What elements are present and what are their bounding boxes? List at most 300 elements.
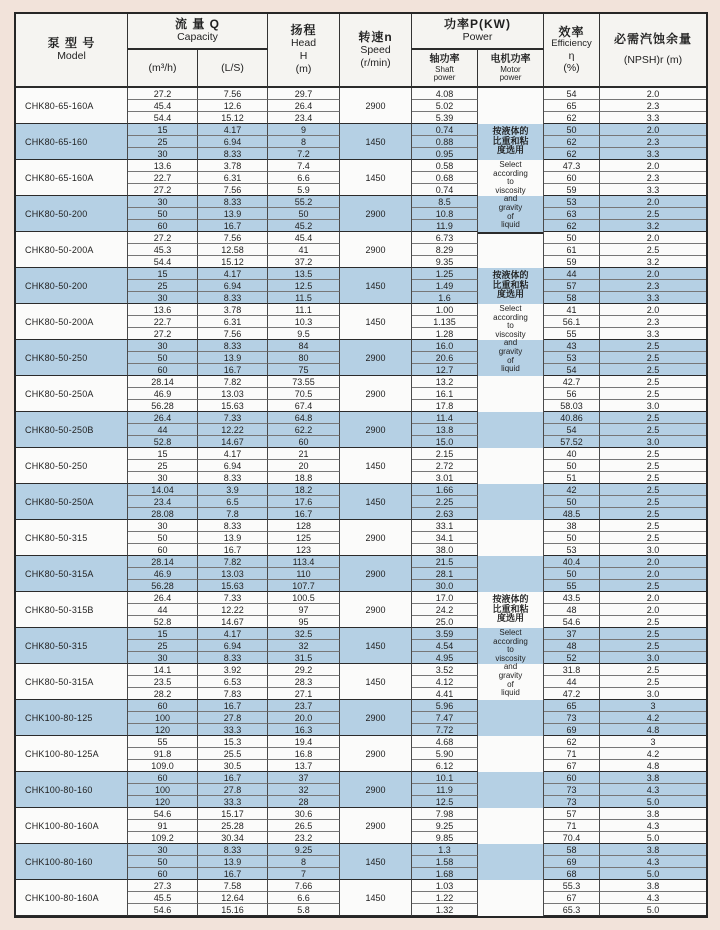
motor-band — [478, 376, 543, 412]
cell-npsh: 2.0 — [600, 160, 706, 172]
cell-npsh: 2.5 — [600, 532, 706, 544]
cell-shaft: 0.95 — [412, 148, 478, 160]
cell-eff: 67 — [544, 892, 600, 904]
cell-ls: 25.28 — [198, 820, 268, 832]
cell-ls: 15.12 — [198, 112, 268, 124]
cell-ls: 8.33 — [198, 520, 268, 532]
speed-cell: 2900 — [340, 340, 412, 376]
cell-eff: 47.2 — [544, 688, 600, 700]
cell-npsh: 2.0 — [600, 124, 706, 136]
cell-head: 45.2 — [268, 220, 340, 232]
cell-npsh: 2.0 — [600, 268, 706, 280]
cell-ls: 13.03 — [198, 388, 268, 400]
cell-npsh: 4.3 — [600, 784, 706, 796]
cell-head: 125 — [268, 532, 340, 544]
cell-ls: 16.7 — [198, 544, 268, 556]
cell-m3h: 15 — [128, 628, 198, 640]
cell-head: 7.4 — [268, 160, 340, 172]
cell-ls: 8.33 — [198, 652, 268, 664]
speed-cell: 1450 — [340, 880, 412, 916]
model-cell: CHK80-65-160A — [16, 160, 128, 196]
cell-npsh: 3 — [600, 700, 706, 712]
cell-ls: 7.83 — [198, 688, 268, 700]
model-cell: CHK80-50-250B — [16, 412, 128, 448]
cell-npsh: 3.3 — [600, 292, 706, 304]
model-cell: CHK80-65-160A — [16, 88, 128, 124]
cell-m3h: 100 — [128, 784, 198, 796]
cell-npsh: 2.0 — [600, 196, 706, 208]
cell-eff: 44 — [544, 676, 600, 688]
cell-ls: 12.64 — [198, 892, 268, 904]
cell-npsh: 2.0 — [600, 556, 706, 568]
cell-eff: 59 — [544, 256, 600, 268]
speed-cell: 2900 — [340, 232, 412, 268]
cell-ls: 12.22 — [198, 604, 268, 616]
cell-head: 9.5 — [268, 328, 340, 340]
cell-eff: 60 — [544, 172, 600, 184]
cell-eff: 61 — [544, 244, 600, 256]
motor-band — [478, 448, 543, 484]
cell-npsh: 2.0 — [600, 568, 706, 580]
cell-eff: 37 — [544, 628, 600, 640]
cell-shaft: 16.0 — [412, 340, 478, 352]
cell-ls: 6.94 — [198, 460, 268, 472]
motor-band — [478, 556, 543, 592]
speed-cell: 2900 — [340, 592, 412, 628]
cell-head: 73.55 — [268, 376, 340, 388]
cell-head: 16.8 — [268, 748, 340, 760]
cell-m3h: 60 — [128, 220, 198, 232]
cell-shaft: 0.74 — [412, 124, 478, 136]
cell-eff: 50 — [544, 568, 600, 580]
cell-m3h: 54.6 — [128, 904, 198, 916]
model-cell: CHK80-50-315B — [16, 592, 128, 628]
cell-m3h: 27.3 — [128, 880, 198, 892]
cell-npsh: 3.3 — [600, 328, 706, 340]
cell-eff: 43.5 — [544, 592, 600, 604]
cell-head: 37.2 — [268, 256, 340, 268]
cell-ls: 7.33 — [198, 412, 268, 424]
motor-divider — [478, 232, 543, 234]
motor-band — [478, 700, 543, 736]
cell-shaft: 1.49 — [412, 280, 478, 292]
cell-head: 29.7 — [268, 88, 340, 100]
cell-ls: 16.7 — [198, 772, 268, 784]
cell-eff: 53 — [544, 544, 600, 556]
cell-shaft: 13.2 — [412, 376, 478, 388]
cell-ls: 15.3 — [198, 736, 268, 748]
cell-ls: 3.9 — [198, 484, 268, 496]
cell-m3h: 45.4 — [128, 100, 198, 112]
cell-ls: 16.7 — [198, 868, 268, 880]
cell-ls: 6.94 — [198, 136, 268, 148]
cell-eff: 40.86 — [544, 412, 600, 424]
cell-head: 6.6 — [268, 172, 340, 184]
cell-ls: 8.33 — [198, 196, 268, 208]
cell-ls: 12.22 — [198, 424, 268, 436]
motor-note-zh: 按液体的 比重和粘 度选用 — [492, 270, 529, 299]
cell-m3h: 60 — [128, 544, 198, 556]
cell-m3h: 44 — [128, 604, 198, 616]
cell-eff: 42.7 — [544, 376, 600, 388]
cell-shaft: 1.68 — [412, 868, 478, 880]
speed-cell: 2900 — [340, 520, 412, 556]
cell-npsh: 4.8 — [600, 724, 706, 736]
cell-npsh: 3 — [600, 736, 706, 748]
cell-shaft: 3.01 — [412, 472, 478, 484]
cell-head: 32 — [268, 784, 340, 796]
header-shaft-power: 轴功率 Shaft power — [412, 50, 478, 88]
model-cell: CHK80-50-250 — [16, 340, 128, 376]
cell-shaft: 25.0 — [412, 616, 478, 628]
motor-note-en: Select according to viscosity and gravity of liquid — [493, 304, 528, 374]
cell-head: 37 — [268, 772, 340, 784]
cell-npsh: 2.5 — [600, 484, 706, 496]
cell-shaft: 30.0 — [412, 580, 478, 592]
cell-eff: 58 — [544, 844, 600, 856]
cell-head: 75 — [268, 364, 340, 376]
cell-m3h: 54.4 — [128, 256, 198, 268]
cell-m3h: 120 — [128, 796, 198, 808]
cell-ls: 6.53 — [198, 676, 268, 688]
cell-npsh: 3.8 — [600, 808, 706, 820]
cell-eff: 48 — [544, 604, 600, 616]
cell-head: 8 — [268, 136, 340, 148]
cell-head: 62.2 — [268, 424, 340, 436]
cell-shaft: 0.88 — [412, 136, 478, 148]
cell-eff: 70.4 — [544, 832, 600, 844]
cell-npsh: 2.5 — [600, 364, 706, 376]
cell-m3h: 100 — [128, 712, 198, 724]
cell-m3h: 50 — [128, 208, 198, 220]
cell-eff: 48 — [544, 640, 600, 652]
cell-eff: 53 — [544, 196, 600, 208]
cell-shaft: 8.5 — [412, 196, 478, 208]
cell-npsh: 2.5 — [600, 520, 706, 532]
cell-eff: 47.3 — [544, 160, 600, 172]
cell-head: 19.4 — [268, 736, 340, 748]
cell-ls: 30.34 — [198, 832, 268, 844]
cell-shaft: 6.73 — [412, 232, 478, 244]
cell-ls: 4.17 — [198, 124, 268, 136]
cell-head: 107.7 — [268, 580, 340, 592]
motor-note-zh: 按液体的 比重和粘 度选用 — [492, 594, 529, 623]
cell-shaft: 12.7 — [412, 364, 478, 376]
model-cell: CHK80-50-200A — [16, 304, 128, 340]
model-cell: CHK80-65-160 — [16, 124, 128, 160]
header-efficiency: 效率 Efficiency η (%) — [544, 14, 600, 88]
cell-ls: 7.56 — [198, 232, 268, 244]
cell-shaft: 1.66 — [412, 484, 478, 496]
model-cell: CHK80-50-200A — [16, 232, 128, 268]
cell-npsh: 2.5 — [600, 208, 706, 220]
pump-table — [14, 12, 708, 918]
cell-eff: 57 — [544, 280, 600, 292]
motor-note-en: Select according to viscosity and gravity of liquid — [493, 160, 528, 230]
cell-shaft: 6.12 — [412, 760, 478, 772]
cell-eff: 57.52 — [544, 436, 600, 448]
cell-shaft: 16.1 — [412, 388, 478, 400]
cell-ls: 14.67 — [198, 616, 268, 628]
motor-band — [478, 232, 543, 268]
cell-m3h: 30 — [128, 196, 198, 208]
cell-head: 32.5 — [268, 628, 340, 640]
cell-shaft: 24.2 — [412, 604, 478, 616]
model-cell: CHK100-80-160A — [16, 880, 128, 916]
cell-m3h: 60 — [128, 772, 198, 784]
cell-m3h: 52.8 — [128, 616, 198, 628]
cell-m3h: 27.2 — [128, 232, 198, 244]
cell-ls: 7.33 — [198, 592, 268, 604]
cell-m3h: 52.8 — [128, 436, 198, 448]
cell-shaft: 2.25 — [412, 496, 478, 508]
cell-m3h: 23.5 — [128, 676, 198, 688]
cell-m3h: 54.6 — [128, 808, 198, 820]
cell-m3h: 14.04 — [128, 484, 198, 496]
model-cell: CHK80-50-315 — [16, 628, 128, 664]
cell-eff: 60 — [544, 772, 600, 784]
cell-m3h: 91.8 — [128, 748, 198, 760]
cell-shaft: 5.90 — [412, 748, 478, 760]
header-head: 扬程 Head H (m) — [268, 14, 340, 88]
cell-head: 26.5 — [268, 820, 340, 832]
cell-ls: 8.33 — [198, 472, 268, 484]
cell-ls: 6.94 — [198, 280, 268, 292]
cell-shaft: 13.8 — [412, 424, 478, 436]
cell-npsh: 4.3 — [600, 892, 706, 904]
model-cell: CHK80-50-250A — [16, 376, 128, 412]
cell-npsh: 5.0 — [600, 904, 706, 916]
speed-cell: 2900 — [340, 88, 412, 124]
cell-shaft: 7.72 — [412, 724, 478, 736]
cell-npsh: 3.8 — [600, 880, 706, 892]
cell-shaft: 2.72 — [412, 460, 478, 472]
cell-eff: 56.1 — [544, 316, 600, 328]
motor-band — [478, 412, 543, 448]
cell-head: 16.7 — [268, 508, 340, 520]
cell-npsh: 3.8 — [600, 844, 706, 856]
cell-eff: 54.6 — [544, 616, 600, 628]
cell-ls: 13.03 — [198, 568, 268, 580]
cell-npsh: 4.3 — [600, 820, 706, 832]
cell-shaft: 5.39 — [412, 112, 478, 124]
cell-ls: 27.8 — [198, 784, 268, 796]
cell-eff: 62 — [544, 148, 600, 160]
header-power: 功率P(KW) Power — [412, 14, 544, 50]
cell-ls: 30.5 — [198, 760, 268, 772]
cell-eff: 62 — [544, 112, 600, 124]
cell-head: 9 — [268, 124, 340, 136]
speed-cell: 2900 — [340, 808, 412, 844]
motor-note-zh: 按液体的 比重和粘 度选用 — [492, 126, 529, 155]
cell-npsh: 2.3 — [600, 280, 706, 292]
cell-ls: 15.63 — [198, 580, 268, 592]
cell-head: 7 — [268, 868, 340, 880]
cell-ls: 15.63 — [198, 400, 268, 412]
cell-eff: 65 — [544, 100, 600, 112]
cell-m3h: 91 — [128, 820, 198, 832]
cell-shaft: 0.74 — [412, 184, 478, 196]
model-cell: CHK100-80-160 — [16, 844, 128, 880]
cell-head: 29.2 — [268, 664, 340, 676]
cell-head: 100.5 — [268, 592, 340, 604]
cell-shaft: 11.4 — [412, 412, 478, 424]
cell-ls: 33.3 — [198, 724, 268, 736]
cell-ls: 7.56 — [198, 184, 268, 196]
header-npsh: 必需汽蚀余量 (NPSH)r (m) — [600, 14, 706, 88]
cell-head: 5.9 — [268, 184, 340, 196]
cell-shaft: 1.25 — [412, 268, 478, 280]
cell-ls: 13.9 — [198, 352, 268, 364]
cell-head: 95 — [268, 616, 340, 628]
cell-shaft: 4.12 — [412, 676, 478, 688]
cell-npsh: 3.2 — [600, 220, 706, 232]
cell-head: 31.5 — [268, 652, 340, 664]
cell-ls: 12.6 — [198, 100, 268, 112]
cell-m3h: 25 — [128, 460, 198, 472]
cell-shaft: 0.68 — [412, 172, 478, 184]
cell-m3h: 120 — [128, 724, 198, 736]
cell-shaft: 21.5 — [412, 556, 478, 568]
model-cell: CHK80-50-250A — [16, 484, 128, 520]
motor-band — [478, 484, 543, 520]
cell-m3h: 60 — [128, 364, 198, 376]
cell-ls: 7.8 — [198, 508, 268, 520]
model-cell: CHK80-50-315A — [16, 664, 128, 700]
cell-m3h: 25 — [128, 280, 198, 292]
cell-eff: 73 — [544, 796, 600, 808]
cell-m3h: 50 — [128, 532, 198, 544]
speed-cell: 1450 — [340, 664, 412, 700]
cell-m3h: 109.0 — [128, 760, 198, 772]
cell-eff: 50 — [544, 460, 600, 472]
motor-band — [478, 880, 543, 916]
cell-shaft: 10.1 — [412, 772, 478, 784]
speed-cell: 1450 — [340, 844, 412, 880]
cell-npsh: 4.3 — [600, 856, 706, 868]
cell-head: 7.66 — [268, 880, 340, 892]
header-capacity-en: Capacity — [177, 31, 218, 43]
cell-head: 11.5 — [268, 292, 340, 304]
cell-m3h: 22.7 — [128, 316, 198, 328]
cell-npsh: 2.5 — [600, 628, 706, 640]
motor-band — [478, 772, 543, 808]
cell-shaft: 1.28 — [412, 328, 478, 340]
cell-npsh: 2.5 — [600, 496, 706, 508]
cell-m3h: 23.4 — [128, 496, 198, 508]
cell-shaft: 1.03 — [412, 880, 478, 892]
cell-eff: 43 — [544, 340, 600, 352]
cell-ls: 6.31 — [198, 316, 268, 328]
speed-cell: 1450 — [340, 448, 412, 484]
cell-m3h: 30 — [128, 520, 198, 532]
cell-eff: 59 — [544, 184, 600, 196]
cell-eff: 42 — [544, 484, 600, 496]
cell-m3h: 15 — [128, 268, 198, 280]
cell-m3h: 22.7 — [128, 172, 198, 184]
cell-head: 84 — [268, 340, 340, 352]
cell-eff: 67 — [544, 760, 600, 772]
cell-m3h: 44 — [128, 424, 198, 436]
header-motor-power: 电机功率 Motor power — [478, 50, 544, 88]
cell-npsh: 3.8 — [600, 772, 706, 784]
cell-ls: 7.58 — [198, 880, 268, 892]
cell-m3h: 26.4 — [128, 412, 198, 424]
cell-npsh: 5.0 — [600, 832, 706, 844]
cell-shaft: 1.3 — [412, 844, 478, 856]
cell-eff: 55 — [544, 580, 600, 592]
cell-head: 80 — [268, 352, 340, 364]
model-cell: CHK80-50-200 — [16, 268, 128, 304]
cell-m3h: 45.5 — [128, 892, 198, 904]
cell-npsh: 2.5 — [600, 664, 706, 676]
model-cell: CHK100-80-160A — [16, 808, 128, 844]
cell-eff: 53 — [544, 352, 600, 364]
speed-cell: 1450 — [340, 124, 412, 160]
cell-shaft: 7.47 — [412, 712, 478, 724]
cell-head: 10.3 — [268, 316, 340, 328]
cell-m3h: 28.14 — [128, 376, 198, 388]
cell-eff: 31.8 — [544, 664, 600, 676]
cell-eff: 73 — [544, 784, 600, 796]
motor-band — [478, 520, 543, 556]
cell-shaft: 4.54 — [412, 640, 478, 652]
cell-shaft: 9.25 — [412, 820, 478, 832]
cell-npsh: 2.3 — [600, 172, 706, 184]
cell-npsh: 2.0 — [600, 304, 706, 316]
cell-eff: 52 — [544, 652, 600, 664]
cell-head: 27.1 — [268, 688, 340, 700]
cell-m3h: 15 — [128, 448, 198, 460]
cell-m3h: 27.2 — [128, 328, 198, 340]
cell-head: 20.0 — [268, 712, 340, 724]
cell-eff: 51 — [544, 472, 600, 484]
speed-cell: 2900 — [340, 412, 412, 448]
header-capacity-ls: (L/S) — [198, 50, 268, 88]
cell-m3h: 26.4 — [128, 592, 198, 604]
cell-head: 23.7 — [268, 700, 340, 712]
motor-band — [478, 808, 543, 844]
cell-head: 9.25 — [268, 844, 340, 856]
cell-ls: 7.82 — [198, 556, 268, 568]
cell-eff: 50 — [544, 232, 600, 244]
cell-m3h: 25 — [128, 136, 198, 148]
cell-npsh: 2.5 — [600, 676, 706, 688]
cell-ls: 7.82 — [198, 376, 268, 388]
cell-eff: 50 — [544, 124, 600, 136]
cell-head: 70.5 — [268, 388, 340, 400]
cell-m3h: 60 — [128, 700, 198, 712]
cell-eff: 57 — [544, 808, 600, 820]
cell-npsh: 3.0 — [600, 688, 706, 700]
cell-npsh: 3.0 — [600, 436, 706, 448]
cell-m3h: 30 — [128, 844, 198, 856]
model-cell: CHK100-80-125A — [16, 736, 128, 772]
cell-head: 13.5 — [268, 268, 340, 280]
cell-ls: 15.16 — [198, 904, 268, 916]
cell-eff: 55.3 — [544, 880, 600, 892]
cell-shaft: 38.0 — [412, 544, 478, 556]
cell-m3h: 50 — [128, 856, 198, 868]
cell-m3h: 15 — [128, 124, 198, 136]
cell-npsh: 2.5 — [600, 508, 706, 520]
cell-eff: 68 — [544, 868, 600, 880]
cell-head: 11.1 — [268, 304, 340, 316]
model-cell: CHK100-80-125 — [16, 700, 128, 736]
cell-eff: 71 — [544, 748, 600, 760]
cell-ls: 4.17 — [198, 628, 268, 640]
cell-shaft: 1.32 — [412, 904, 478, 916]
